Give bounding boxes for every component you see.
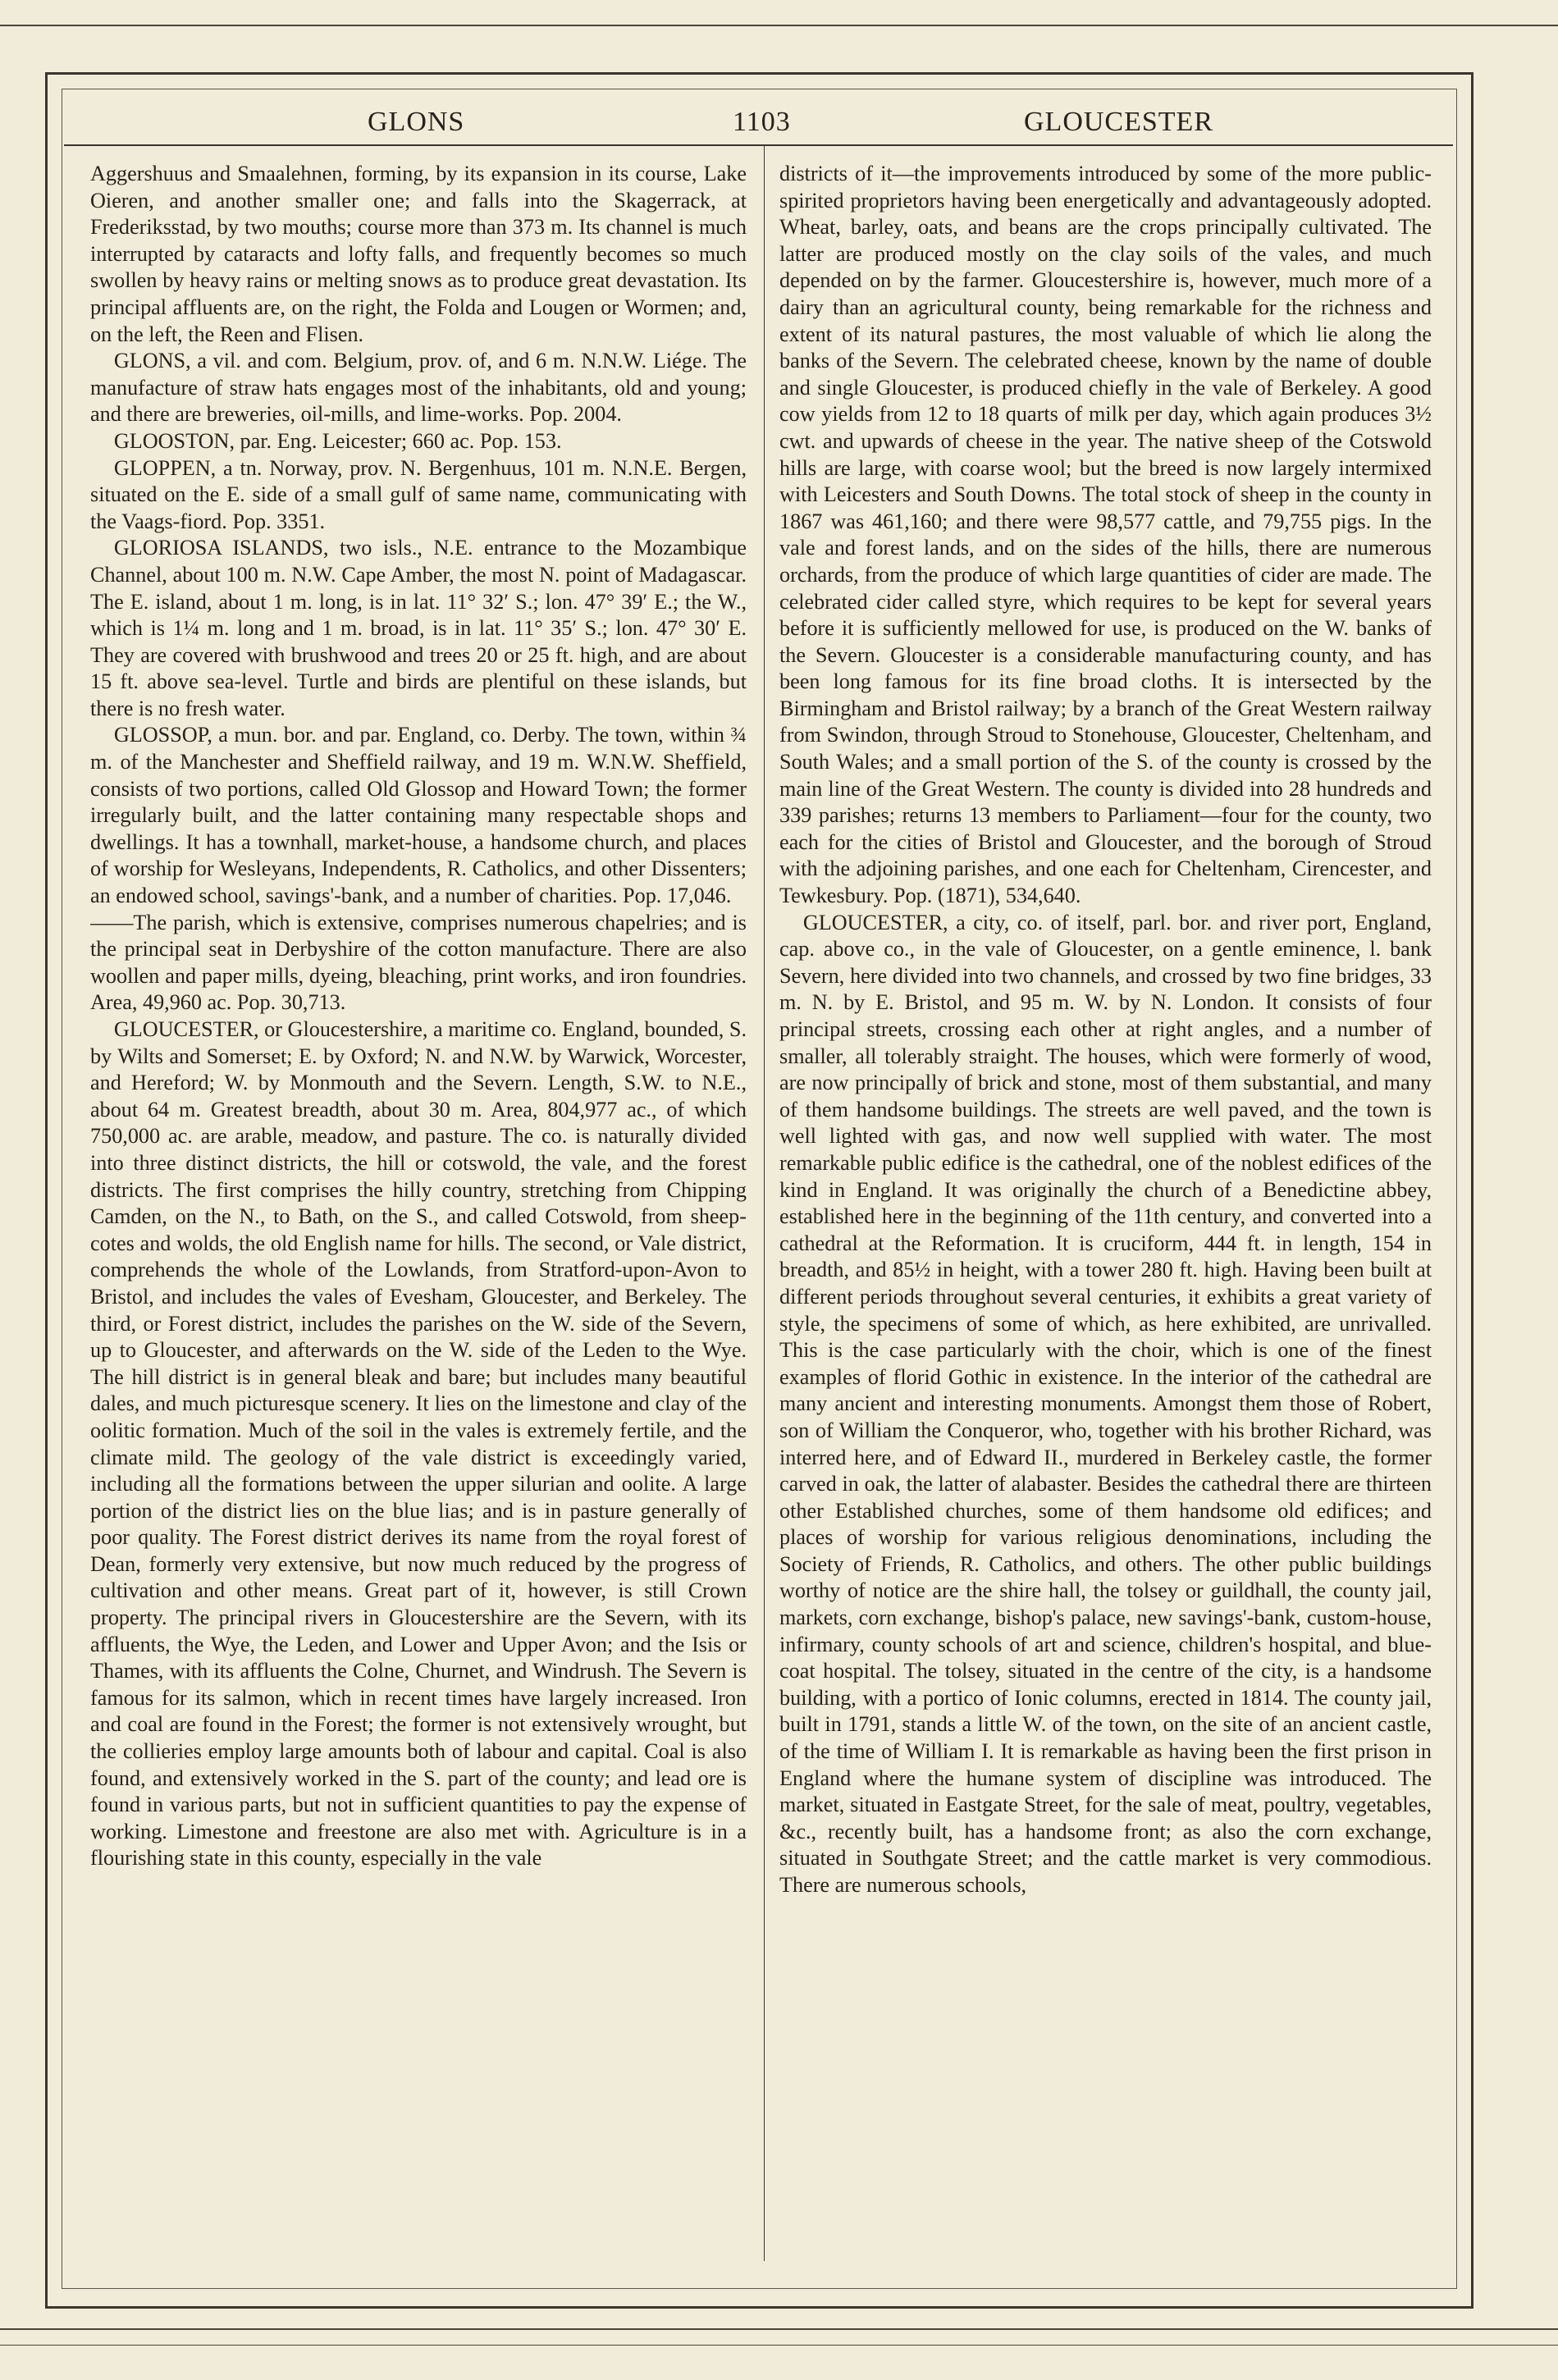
header-right-word: GLOUCESTER (1024, 107, 1213, 137)
entry-glossop: GLOSSOP, a mun. bor. and par. England, co. Derby. The town, within ¾ m. of the Manchester and Sheffield railway, and 19 m. W.N.W. Sheffield, consists of two portions, called Old Glossop and Howard Town; the former irregularly built, and the latter containing many respectable shops and dwellings. It has a townhall, market-house, a handsome church, and places of worship for Wesleyans, Independents, R. Catholics, and other Dissenters; an endowed school, savings'-bank, and a number of charities. Pop. 17,046. (90, 723, 747, 908)
paragraph-gloucestershire-continued: districts of it—the improvements introduced by some of the more public-spirited proprietors having been energetically and advantageously adopted. Wheat, barley, oats, and beans are the crops principally cultivated. The latter are produced mostly on the clay soils of the vales, and much depended on by the farmer. Gloucestershire is, however, much more of a dairy than an agricultural county, being remarkable for the richness and extent of its natural pastures, the most valuable of which lie along the banks of the Severn. The celebrated cheese, known by the name of double and single Gloucester, is produced chiefly in the vale of Berkeley. A good cow yields from 12 to 18 quarts of milk per day, which again produces 3½ cwt. and upwards of cheese in the year. The native sheep of the Cotswold hills are large, with coarse wool; but the breed is now largely intermixed with Leicesters and South Downs. The total stock of sheep in the county in 1867 was 461,160; and there were 98,577 cattle, and 79,755 pigs. In the vale and forest lands, and on the sides of the hills, there are numerous orchards, from the produce of which large quantities of cider are made. The celebrated cider called styre, which requires to be kept for several years before it is sufficiently mellowed for use, is produced on the W. banks of the Severn. Gloucester is a considerable manufacturing county, and has been long famous for its fine broad cloths. It is intersected by the Birmingham and Bristol railway; by a branch of the Great Western railway from Swindon, through Stroud to Stonehouse, Gloucester, Cheltenham, and South Wales; and a small portion of the S. of the county is crossed by the main line of the Great Western. The county is divided into 28 hundreds and 339 parishes; returns 13 members to Parliament—four for the county, two each for the cities of Bristol and Gloucester, and the borough of Stroud with the adjoining parishes, and one each for Cheltenham, Cirencester, and Tewkesbury. Pop. (1871), 534,640. (779, 162, 1432, 908)
page-number: 1103 (733, 107, 791, 137)
entry-gloriosa-islands: GLORIOSA ISLANDS, two isls., N.E. entrance to the Mozambique Channel, about 100 m. N.W. Cape Amber, the most N. point of Madagascar. The E. island, about 1 m. long, is in lat. 11° 32′ S.; lon. 47° 39′ E.; the W., which is 1¼ m. long and 1 m. broad, is in lat. 11° 35′ S.; lon. 47° 30′ E. They are covered with brushwood and trees 20 or 25 ft. high, and are about 15 ft. above sea-level. Turtle and birds are plentiful on these islands, but there is no fresh water. (90, 536, 747, 720)
column-divider (764, 144, 765, 2261)
entry-glons: GLONS, a vil. and com. Belgium, prov. of, and 6 m. N.N.W. Liége. The manufacture of straw hats engages most of the inhabitants, old and young; and there are breweries, oil-mills, and lime-works. Pop. 2004. (90, 349, 747, 427)
bottom-rule-thick (0, 2328, 1558, 2330)
left-column (90, 161, 747, 2286)
entry-gloucester-city: GLOUCESTER, a city, co. of itself, parl. bor. and river port, England, cap. above co., in the vale of Gloucester, on a gentle eminence, l. bank Severn, here divided into two channels, and crossed by two fine bridges, 33 m. N. by E. Bristol, and 95 m. W. by N. London. It consists of four principal streets, crossing each other at right angles, and a number of smaller, all tolerably straight. The houses, which were formerly of wood, are now principally of brick and stone, most of them substantial, and many of them handsome buildings. The streets are well paved, and the town is well lighted with gas, and now well supplied with water. The most remarkable public edifice is the cathedral, one of the noblest edifices of the kind in England. It was originally the church of a Benedictine abbey, established here in the beginning of the 11th century, and converted into a cathedral at the Reformation. It is cruciform, 444 ft. in length, 154 in breadth, and 85½ in height, with a tower 280 ft. high. Having been built at different periods throughout several centuries, it exhibits a great variety of style, the specimens of some of which, as here exhibited, are unrivalled. This is the case particularly with the choir, which is one of the finest examples of florid Gothic in existence. In the interior of the cathedral are many ancient and interesting monuments. Amongst them those of Robert, son of William the Conqueror, who, together with his brother Richard, was interred here, and of Edward II., murdered in Berkeley castle, the former carved in oak, the latter of alabaster. Besides the cathedral there are thirteen other Established churches, some of them handsome old edifices; and places of worship for various religious denominations, including the Society of Friends, R. Catholics, and others. The other public buildings worthy of notice are the shire hall, the tolsey or guildhall, the county jail, markets, corn exchange, bishop's palace, new savings'-bank, custom-house, infirmary, county schools of art and science, children's hospital, and blue-coat hospital. The tolsey, situated in the centre of the city, is a handsome building, with a portico of Ionic columns, erected in 1814. The county jail, built in 1791, stands a little W. of the town, on the site of an ancient castle, of the time of William I. It is remarkable as having been the first prison in England where the humane system of discipline was introduced. The market, situated in Eastgate Street, for the sale of meat, poultry, vegetables, &c., recently built, has a handsome front; as also the corn exchange, situated in Southgate Street; and the cattle market is very commodious. There are numerous schools, (779, 910, 1432, 1897)
entry-glossop-parish: ——The parish, which is extensive, comprises numerous chapelries; and is the principal seat in Derbyshire of the cotton manufacture. There are also woollen and paper mills, dyeing, bleaching, print works, and iron foundries. Area, 49,960 ac. Pop. 30,713. (90, 910, 747, 1015)
paragraph-glommen-continued: Aggershuus and Smaalehnen, forming, by its expansion in its course, Lake Oieren, and another smaller one; and falls into the Skagerrack, at Frederiksstad, by two mouths; course more than 373 m. Its channel is much interrupted by cataracts and lofty falls, and frequently becomes so much swollen by heavy rains or melting snows as to produce great devastation. Its principal affluents are, on the right, the Folda and Lougen or Wormen; and, on the left, the Reen and Flisen. (90, 162, 747, 346)
bottom-rule-thin (0, 2345, 1558, 2346)
running-header (64, 98, 1453, 146)
header-left-word: GLONS (368, 107, 465, 137)
top-rule (0, 25, 1558, 26)
entry-gloucestershire: GLOUCESTER, or Gloucestershire, a maritime co. England, bounded, S. by Wilts and Somerset; E. by Oxford; N. and N.W. by Warwick, Worcester, and Hereford; W. by Monmouth and the Severn. Length, S.W. to N.E., about 64 m. Greatest breadth, about 30 m. Area, 804,977 ac., of which 750,000 ac. are arable, meadow, and pasture. The co. is naturally divided into three distinct districts, the hill or cotswold, the vale, and the forest districts. The first comprises the hilly country, stretching from Chipping Camden, on the N., to Bath, on the S., and called Cotswold, from sheep-cotes and wolds, the old English name for hills. The second, or Vale district, comprehends the whole of the Lowlands, from Stratford-upon-Avon to Bristol, and includes the vales of Evesham, Gloucester, and Berkeley. The third, or Forest district, includes the parishes on the W. side of the Severn, up to Gloucester, and afterwards on the W. side of the Leden to the Wye. The hill district is in general bleak and bare; but includes many beautiful dales, and much picturesque scenery. It lies on the limestone and clay of the oolitic formation. Much of the soil in the vales is extremely fertile, and the climate mild. The geology of the vale district is exceedingly varied, including all the formations between the upper silurian and oolite. A large portion of the district lies on the blue lias; and is in pasture generally of poor quality. The Forest district derives its name from the royal forest of Dean, formerly very extensive, but now much reduced by the progress of cultivation and other means. Great part of it, however, is still Crown property. The principal rivers in Gloucestershire are the Severn, with its affluents, the Wye, the Leden, and Lower and Upper Avon; and the Isis or Thames, with its affluents the Colne, Churnet, and Windrush. The Severn is famous for its salmon, which in recent times have largely increased. Iron and coal are found in the Forest; the former is not extensively wrought, but the collieries employ large amounts both of labour and capital. Coal is also found, and extensively worked in the S. part of the county; and lead ore is found in various parts, but not in sufficient quantities to pay the expense of working. Limestone and freestone are also met with. Agriculture is in a flourishing state in this county, especially in the vale (90, 1017, 747, 1871)
entry-glooston: GLOOSTON, par. Eng. Leicester; 660 ac. Pop. 153. (113, 428, 562, 453)
right-column (779, 161, 1432, 2286)
entry-gloppen: GLOPPEN, a tn. Norway, prov. N. Bergenhuus, 101 m. N.N.E. Bergen, situated on the E. side of a small gulf of same name, communicating with the Vaags-fiord. Pop. 3351. (90, 455, 747, 533)
